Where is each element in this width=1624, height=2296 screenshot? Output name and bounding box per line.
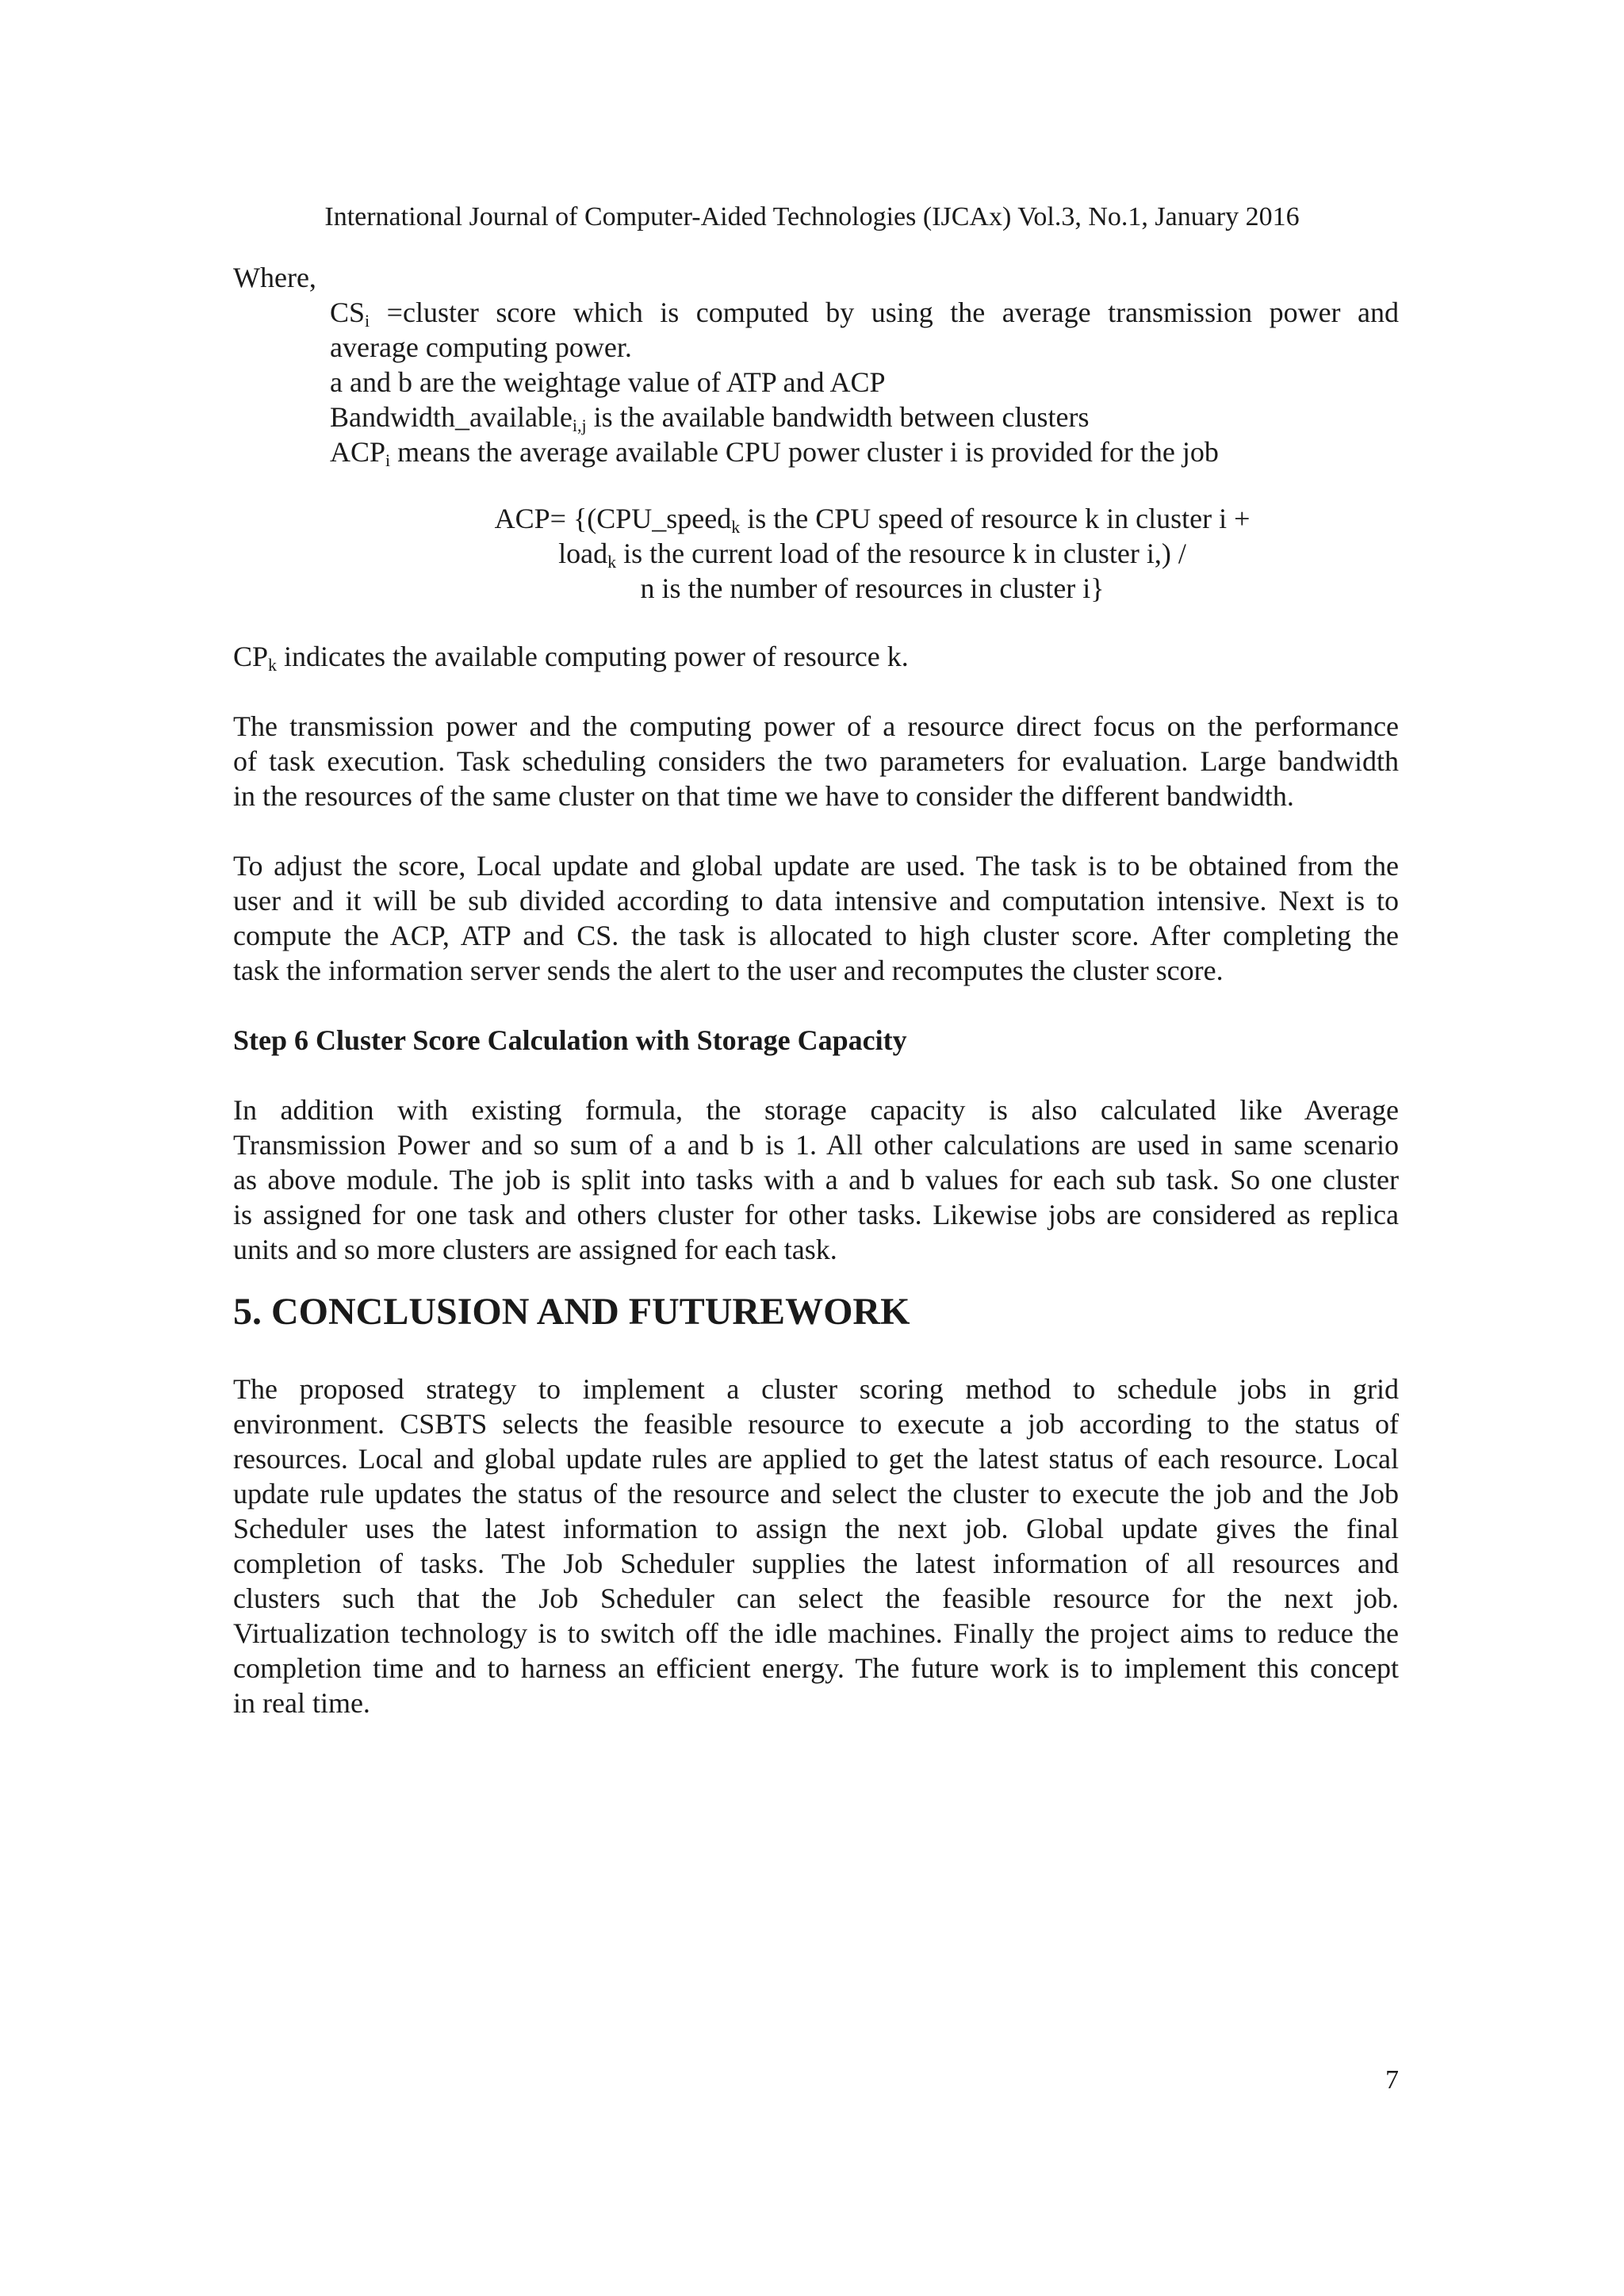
paragraph-storage-capacity: In addition with existing formula, the storage capacity is also calculated like Average Transmission Power and so sum of a and b is 1. All other calculations are used in same scenario as above module. The job is split into tasks with a and b values for each sub task. So one cluster is assigned for one task and others cluster for other tasks. Likewise jobs are considered as replica units and so more clusters are assigned for each task. bbox=[233, 1094, 1399, 1265]
where-label: Where, bbox=[233, 262, 316, 293]
running-header: International Journal of Computer-Aided Technologies (IJCAx) Vol.3, No.1, January 2016 bbox=[324, 202, 1300, 232]
cs-definition-line1: $CS_i$ =cluster score which is computed by using the average transmission power and bbox=[330, 297, 1399, 331]
acp-definition: $ACP_i$ means the average available CPU power cluster i is provided for the job bbox=[330, 436, 1219, 470]
step6-heading: Step 6 Cluster Score Calculation with Storage Capacity bbox=[233, 1024, 907, 1056]
paragraph-conclusion: The proposed strategy to implement a cluster scoring method to schedule jobs in grid environment. CSBTS selects the feasible resource to execute a job according to the status of resources. Local and global update rules are applied to get the latest status of each resource. Local update rule updates the status of the resource and select the cluster to execute the job and the Job Scheduler uses the latest information to assign the next job. Global update gives the final completion of tasks. The Job Scheduler supplies the latest information of all resources and clusters such that the Job Scheduler can select the feasible resource for the next job. Virtualization technology is to switch off the idle machines. Finally the project aims to reduce the completion time and to harness an efficient energy. The future work is to implement this concept in real time. bbox=[233, 1373, 1399, 1719]
paragraph-transmission-power: The transmission power and the computing power of a resource direct focus on the performance of task execution. Task scheduling considers the two parameters for evaluation. Large bandwidth in the resources of the same cluster on that time we have to consider the different bandwidth. bbox=[233, 710, 1399, 812]
section-heading-conclusion: 5. CONCLUSION AND FUTUREWORK bbox=[233, 1291, 910, 1333]
page-number: 7 bbox=[1385, 2065, 1399, 2095]
bandwidth-definition: Bandwidth_available$_{i,j}$ is the available bandwidth between clusters bbox=[330, 401, 1090, 435]
formula-line3: n is the number of resources in cluster i} bbox=[640, 572, 1105, 604]
paragraph-adjust-score: To adjust the score, Local update and global update are used. The task is to be obtained from the user and it will be sub divided according to data intensive and computation intensive. Next is to compute the ACP, ATP and CS. the task is allocated to high cluster score. After completing the task the information server sends the alert to the user and recomputes the cluster score. bbox=[233, 850, 1399, 986]
formula-line1: ACP= {(CPU_speed$_k$ is the CPU speed of resource k in cluster i + bbox=[494, 503, 1251, 537]
cp-definition: $CP_k$ indicates the available computing power of resource k. bbox=[233, 641, 909, 675]
formula-line2: load$_k$ is the current load of the resource k in cluster i,) / bbox=[558, 538, 1186, 572]
ab-definition: a and b are the weightage value of ATP and ACP bbox=[330, 366, 886, 398]
acp-formula bbox=[476, 501, 1269, 606]
definitions-list bbox=[330, 295, 1399, 469]
cs-definition-line2: average computing power. bbox=[330, 331, 632, 363]
